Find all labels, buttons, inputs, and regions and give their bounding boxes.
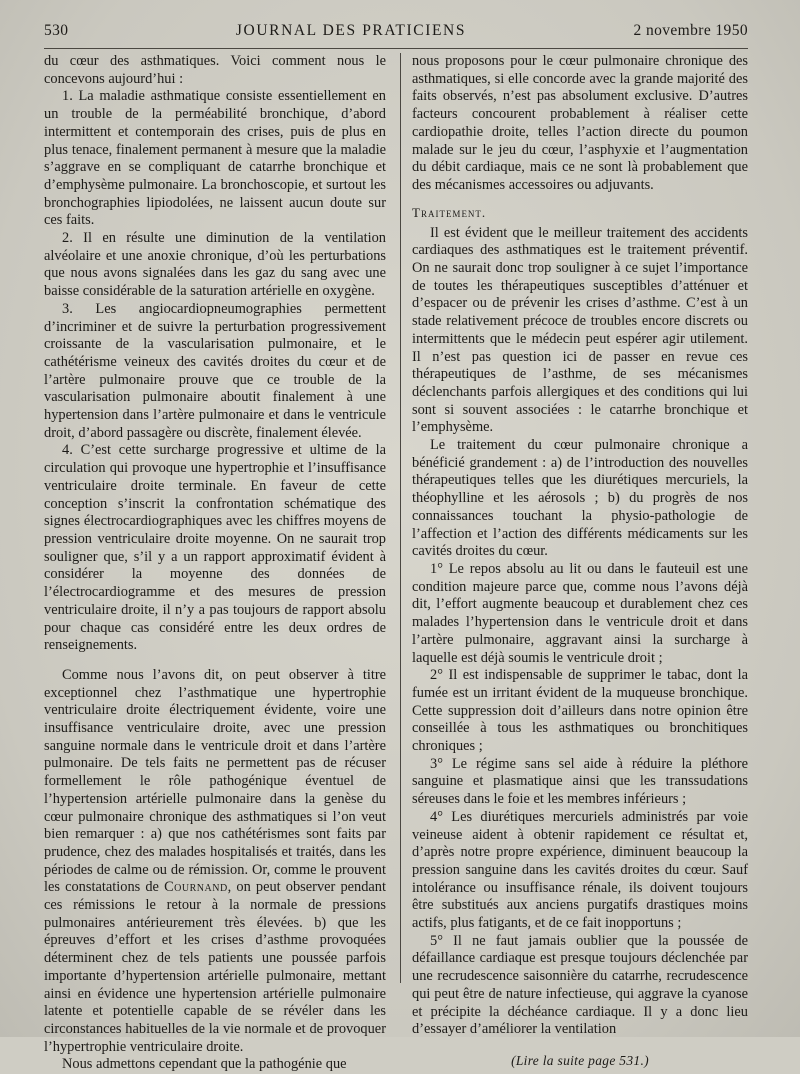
- paragraph: 5° Il ne faut jamais oublier que la poussée de défaillance cardiaque est presque toujours déclenchée par une recrudescence saisonnière du catarrhe, recrudescence qui peut être de nature infectieuse, qui aggrave la cyanose et précipite la déchéance cardiaque. Il y a donc lieu d’essayer d’améliorer la ventilation: [412, 932, 748, 1038]
- paragraph: Le traitement du cœur pulmonaire chronique a bénéficié grandement : a) de l’introduction des nouvelles thérapeutiques telles que les diurétiques mercuriels, la théophylline et les aérosols ; b) du progrès de nos connaissances touchant la physio-pathologie de l’affection et l’action des différents médicaments sur les cavités droites du cœur.: [412, 437, 748, 560]
- continuation-note: (Lire la suite page 531.): [511, 1052, 649, 1068]
- paragraph: 2° Il est indispensable de supprimer le tabac, dont la fumée est un irritant évident de la muqueuse bronchique. Cette suppression doit d’ailleurs dans notre opinion être conseillée à tous les asthmatiques ou bronchitiques chroniques ;: [412, 667, 748, 755]
- section-heading: Traitement.: [412, 204, 487, 220]
- paragraph: 2. Il en résulte une diminution de la ventilation alvéolaire et une anoxie chronique, d’où les perturbations que nous avons signalées dans les gaz du sang avec une baisse considérable de la saturation artérielle en oxygène.: [44, 230, 386, 300]
- issue-date: 2 novembre 1950: [633, 22, 748, 39]
- paragraph-text: Comme nous l’avons dit, on peut observer à titre exceptionnel chez l’asthmatique une hypertrophie ventriculaire droite électriquement évidente, voire une insuffisance ventriculaire droite, avec une pression sanguine normale dans le ventricule droit et dans l’artère pulmonaire. De tels faits ne permettent pas de récuser formellement le rôle pathogénique éventuel de l’hypertension artérielle pulmonaire dans la genèse du cœur pulmonaire chronique des asthmatiques si l’on veut bien remarquer : a) que nos cathétérismes sont faits par prudence, chez des malades hospitalisés et traités, dans les périodes de calme ou de rémission. Or, comme le prouvent les constatations de: [44, 666, 386, 896]
- paragraph: 3. Les angiocardiopneumographies permettent d’incriminer et de suivre la perturbation progressivement croissante de la vascularisation pulmonaire, et le cathétérisme veineux des cavités droites du cœur et de l’artère pulmonaire prouve que ce trouble de la vascularisation pulmonaire aboutit finalement à une hypertension dans l’artère pulmonaire et dans le ventricule droit, d’abord passagère ou discrète, finalement élevée.: [44, 300, 386, 441]
- column-divider: [400, 53, 401, 983]
- right-column: [396, 53, 748, 1074]
- paragraph: 4. C’est cette surcharge progressive et ultime de la circulation qui provoque une hypertrophie et l’insuffisance ventriculaire droite terminale. En faveur de cette conception s’inscrit la confrontation schématique des signes électrocardiographiques avec les chiffres moyens de pression ventriculaire droite moyenne. On ne saurait trop souligner que, s’il y a un rapport approximatif évident à considérer la moyenne des données de l’électrocardiogramme et des mesures de pression ventriculaire droite, il n’y a pas toujours de rapport absolu pour chaque cas considéré entre les deux ordres de renseignements.: [44, 442, 386, 654]
- article-columns: [44, 53, 756, 1074]
- author-name: Cournand: [164, 879, 228, 896]
- page-header: [44, 22, 748, 49]
- paragraph: nous proposons pour le cœur pulmonaire chronique des asthmatiques, si elle concorde avec la grande majorité des faits observés, n’est pas absolument exclusive. D’autres facteurs concourent probablement à réaliser cette cardiopathie droite, telles l’action directe du poumon malade sur le jeu du cœur, l’asphyxie et l’augmentation du débit cardiaque, mais ce ne sont là probablement que des mécanismes accessoires ou adjuvants.: [412, 53, 748, 193]
- journal-title: JOURNAL DES PRATICIENS: [235, 22, 467, 39]
- paragraph: 1. La maladie asthmatique consiste essentiellement en un trouble de la perméabilité bronchique, d’abord intermittent et contemporain des crises, puis de plus en plus tenace, finalement permanent à mesure que la maladie s’aggrave en se compliquant de catarrhe bronchique et d’emphysème pulmonaire. La bronchoscopie, et surtout les bronchographies lipiodolées, ne laissent aucun doute sur ces faits.: [44, 88, 386, 229]
- paragraph-text: , on peut observer pendant ces rémissions le retour à la normale de pressions pulmonaires antérieurement très élevées. b) que les épreuves d’effort et les crises d’asthme provoquées déterminent chez de tels patients une poussée parfois importante d’hypertension artérielle pulmonaire, mettant ainsi en évidence une hypertension artérielle pulmonaire latente et potentielle capable de se révéler dans les circonstances habituelles de la vie normale et de provoquer l’hypertrophie ventriculaire droite.: [44, 879, 386, 1055]
- left-column: [44, 53, 396, 1074]
- page-number: 530: [44, 22, 69, 39]
- paragraph: 4° Les diurétiques mercuriels administrés par voie veineuse aident à obtenir rapidement ce résultat et, d’après notre propre expérience, diminuent beaucoup la pression sanguine dans les cavités droites du cœur. Sauf intolérance ou insuffisance rénale, ils doivent toujours être substitués aux anciens purgatifs drastiques moins actifs, plus fatigants, et de ce fait inopportuns ;: [412, 808, 748, 932]
- paragraph: Il est évident que le meilleur traitement des accidents cardiaques des asthmatiques est le traitement préventif. On ne saurait donc trop souligner à ce sujet l’importance de toutes les thérapeutiques susceptibles d’atténuer et d’espacer ou de prévenir les crises d’asthme. C’est à un stade relativement précoce de troubles encore discrets ou intermittents que le médecin peut espérer agir utilement. Il n’est pas question ici de passer en revue ces thérapeutiques de l’asthme, de ses mécanismes déclenchants parfois allergiques et des conditions qui lui sont si souvent associées : le catarrhe bronchique et l’emphysème.: [412, 224, 748, 436]
- paragraph: 1° Le repos absolu au lit ou dans le fauteuil est une condition majeure parce que, comme nous l’avons déjà dit, l’effort augmente beaucoup et durablement chez ces malades l’hypertension dans le ventricule droit et dans l’artère pulmonaire, aggravant ainsi la surcharge à laquelle est déjà soumis le ventricule droit ;: [412, 560, 748, 666]
- paragraph: du cœur des asthmatiques. Voici comment nous le concevons aujourd’hui :: [44, 53, 386, 87]
- paragraph: Nous admettons cependant que la pathogénie que: [62, 1056, 347, 1073]
- paragraph: [44, 667, 386, 1056]
- paragraph: 3° Le régime sans sel aide à réduire la pléthore sanguine et plasmatique ainsi que les transsudations séreuses dans le foie et les membres inférieurs ;: [412, 755, 748, 808]
